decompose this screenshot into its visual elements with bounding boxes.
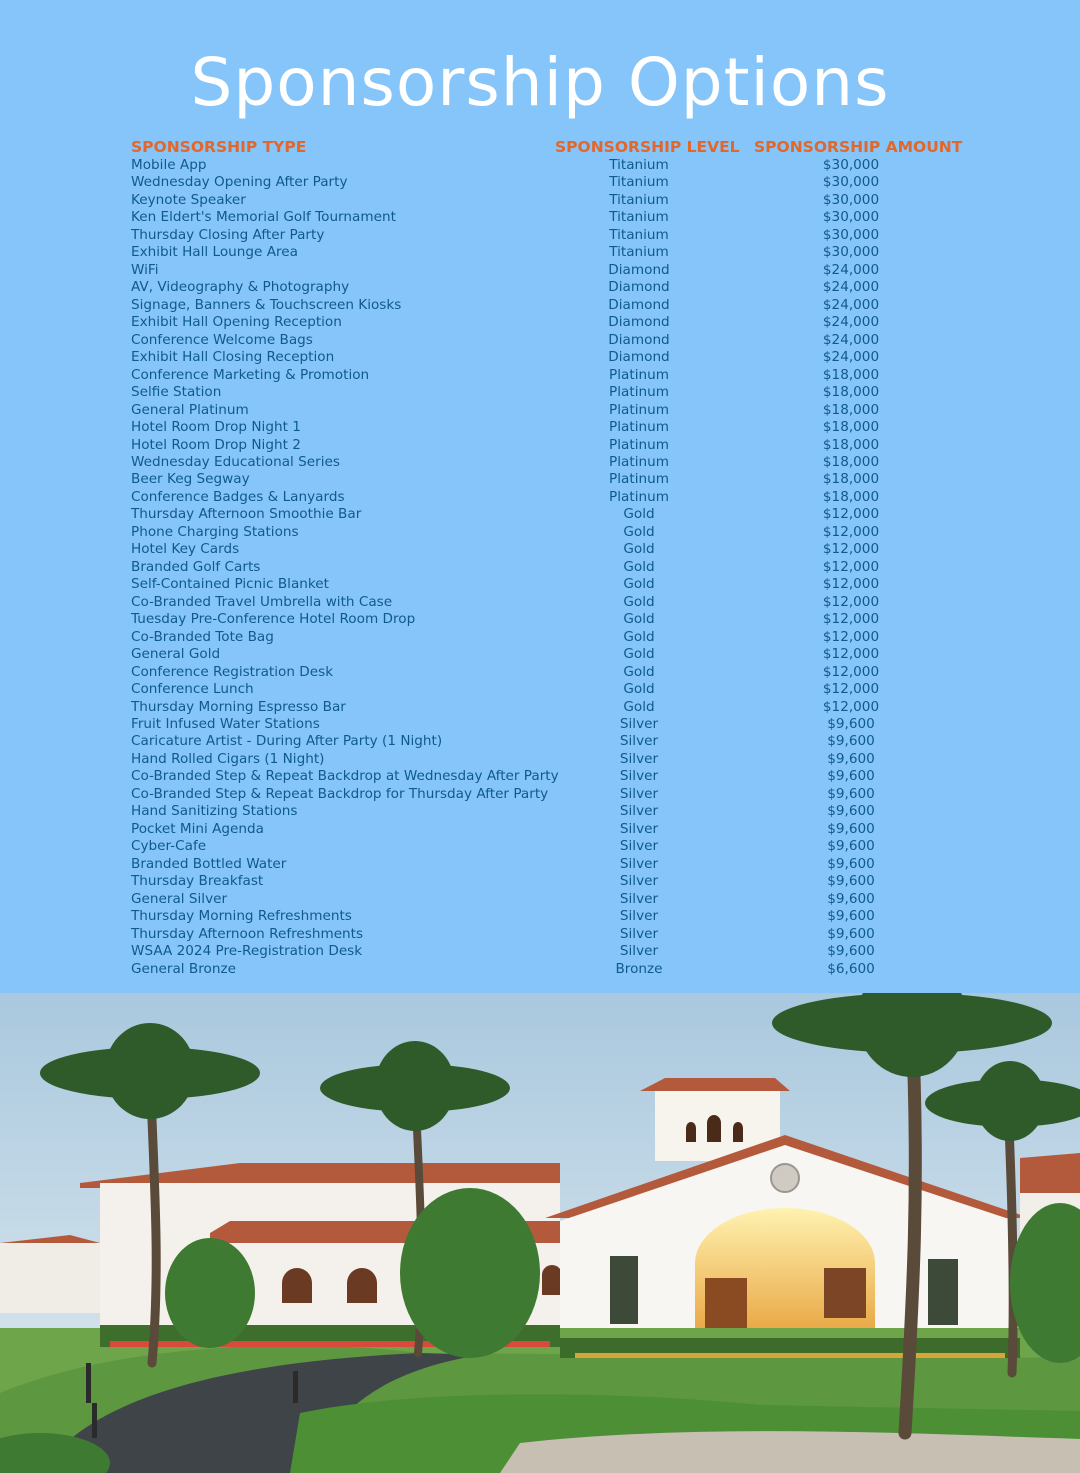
cell-amount: $24,000 [822,279,880,296]
table-row [0,699,1080,716]
cell-type: Co-Branded Step & Repeat Backdrop for Thursday After Party [131,785,549,802]
table-row [0,174,1080,191]
cell-amount: $24,000 [822,349,880,366]
cell-type: Phone Charging Stations [131,523,299,540]
cell-level: Silver [619,716,659,732]
cell-amount: $12,000 [822,593,880,610]
cell-type: Hand Sanitizing Stations [131,803,298,820]
cell-amount: $12,000 [822,541,880,558]
cell-amount: $12,000 [822,663,880,680]
cell-type: Wednesday Educational Series [131,453,340,470]
column-header-level: SPONSORSHIP LEVEL [555,138,740,156]
table-row [0,786,1080,803]
cell-level: Silver [619,785,659,802]
table-body [0,157,1080,978]
cell-amount: $12,000 [822,698,880,715]
cell-amount: $9,600 [827,943,875,960]
cell-level: Gold [623,558,655,575]
cell-amount: $9,600 [827,750,875,767]
table-row [0,733,1080,750]
cell-amount: $30,000 [822,157,880,173]
cell-type: Hotel Room Drop Night 2 [131,436,301,453]
table-row [0,227,1080,244]
cell-amount: $24,000 [822,314,880,331]
cell-amount: $9,600 [827,908,875,925]
cell-level: Diamond [608,296,670,313]
table-row [0,157,1080,174]
cell-amount: $18,000 [822,436,880,453]
cell-level: Platinum [609,419,669,436]
resort-photo [0,993,1080,1473]
cell-amount: $12,000 [822,558,880,575]
column-header-type: SPONSORSHIP TYPE [131,138,307,156]
cell-type: Ken Eldert's Memorial Golf Tournament [131,209,396,226]
cell-type: WSAA 2024 Pre-Registration Desk [131,943,363,960]
table-row [0,821,1080,838]
cell-type: Tuesday Pre-Conference Hotel Room Drop [131,611,416,628]
table-row [0,454,1080,471]
cell-type: Caricature Artist - During After Party (1 Night) [131,733,443,750]
cell-level: Platinum [609,366,669,383]
cell-type: Fruit Infused Water Stations [131,716,320,732]
cell-amount: $30,000 [822,191,880,208]
table-row [0,629,1080,646]
table-row [0,768,1080,785]
cell-amount: $30,000 [822,244,880,261]
cell-level: Silver [619,750,659,767]
cell-level: Silver [619,803,659,820]
table-row [0,611,1080,628]
cell-amount: $12,000 [822,646,880,663]
cell-level: Platinum [609,436,669,453]
table-row [0,279,1080,296]
cell-amount: $9,600 [827,820,875,837]
table-row [0,716,1080,733]
cell-type: Thursday Morning Espresso Bar [131,698,346,715]
table-row [0,349,1080,366]
cell-type: Conference Welcome Bags [131,331,313,348]
table-row [0,244,1080,261]
table-row [0,594,1080,611]
table-row [0,646,1080,663]
table-row [0,506,1080,523]
table-row [0,192,1080,209]
cell-level: Titanium [609,157,669,173]
cell-level: Gold [623,576,655,593]
cell-type: Exhibit Hall Lounge Area [131,244,298,261]
cell-level: Gold [623,506,655,523]
cell-amount: $24,000 [822,261,880,278]
cell-type: General Silver [131,890,228,907]
cell-amount: $9,600 [827,838,875,855]
cell-type: Self-Contained Picnic Blanket [131,576,329,593]
cell-type: Thursday Closing After Party [131,226,325,243]
cell-type: Beer Keg Segway [131,471,250,488]
cell-amount: $24,000 [822,331,880,348]
cell-level: Gold [623,541,655,558]
table-row [0,541,1080,558]
table-row [0,297,1080,314]
cell-amount: $9,600 [827,925,875,942]
cell-amount: $18,000 [822,401,880,418]
cell-amount: $24,000 [822,296,880,313]
resort-building-illustration [0,993,1080,1473]
cell-level: Silver [619,908,659,925]
cell-level: Diamond [608,349,670,366]
cell-level: Bronze [615,960,663,977]
cell-type: AV, Videography & Photography [131,279,350,296]
table-row [0,437,1080,454]
cell-amount: $12,000 [822,628,880,645]
cell-level: Gold [623,611,655,628]
cell-level: Platinum [609,471,669,488]
cell-level: Platinum [609,384,669,401]
table-row [0,664,1080,681]
cell-level: Gold [623,593,655,610]
cell-amount: $12,000 [822,611,880,628]
cell-type: Pocket Mini Agenda [131,820,264,837]
cell-amount: $9,600 [827,768,875,785]
cell-level: Platinum [609,488,669,505]
cell-type: Signage, Banners & Touchscreen Kiosks [131,296,402,313]
table-row [0,314,1080,331]
cell-level: Diamond [608,279,670,296]
cell-level: Silver [619,855,659,872]
cell-amount: $9,600 [827,890,875,907]
cell-type: Branded Bottled Water [131,855,287,872]
cell-type: Cyber-Cafe [131,838,207,855]
cell-amount: $9,600 [827,716,875,732]
cell-level: Silver [619,925,659,942]
table-row [0,524,1080,541]
cell-level: Silver [619,768,659,785]
cell-level: Titanium [609,191,669,208]
cell-amount: $9,600 [827,873,875,890]
cell-level: Titanium [609,226,669,243]
cell-type: Hotel Key Cards [131,541,240,558]
cell-amount: $30,000 [822,226,880,243]
cell-type: Exhibit Hall Opening Reception [131,314,342,331]
table-row [0,838,1080,855]
cell-type: Co-Branded Step & Repeat Backdrop at Wednesday After Party [131,768,559,785]
table-row [0,471,1080,488]
cell-amount: $9,600 [827,785,875,802]
cell-amount: $18,000 [822,471,880,488]
cell-level: Silver [619,890,659,907]
cell-type: Branded Golf Carts [131,558,261,575]
cell-level: Silver [619,820,659,837]
cell-type: Exhibit Hall Closing Reception [131,349,335,366]
cell-level: Silver [619,733,659,750]
cell-level: Diamond [608,314,670,331]
cell-type: Hotel Room Drop Night 1 [131,419,301,436]
cell-level: Titanium [609,244,669,261]
cell-type: Conference Lunch [131,681,254,698]
table-row [0,384,1080,401]
cell-amount: $12,000 [822,681,880,698]
cell-level: Gold [623,663,655,680]
table-row [0,856,1080,873]
cell-amount: $9,600 [827,855,875,872]
table-row [0,367,1080,384]
cell-type: Mobile App [131,157,207,173]
cell-type: Thursday Breakfast [131,873,264,890]
cell-amount: $6,600 [827,960,875,977]
cell-type: Thursday Afternoon Refreshments [131,925,364,942]
cell-amount: $30,000 [822,174,880,191]
cell-amount: $18,000 [822,419,880,436]
page-title: Sponsorship Options [190,44,890,121]
cell-level: Silver [619,838,659,855]
cell-level: Gold [623,646,655,663]
table-row [0,803,1080,820]
cell-level: Silver [619,873,659,890]
cell-amount: $18,000 [822,488,880,505]
table-row [0,908,1080,925]
table-row [0,873,1080,890]
cell-level: Titanium [609,174,669,191]
cell-level: Platinum [609,401,669,418]
table-row [0,559,1080,576]
table-row [0,891,1080,908]
cell-type: Thursday Morning Refreshments [131,908,352,925]
table-row [0,419,1080,436]
cell-level: Diamond [608,261,670,278]
cell-type: Keynote Speaker [131,191,246,208]
table-row [0,961,1080,978]
cell-type: Wednesday Opening After Party [131,174,348,191]
cell-level: Silver [619,943,659,960]
cell-type: Hand Rolled Cigars (1 Night) [131,750,325,767]
cell-amount: $12,000 [822,576,880,593]
table-row [0,576,1080,593]
cell-level: Platinum [609,453,669,470]
cell-level: Gold [623,681,655,698]
cell-amount: $18,000 [822,366,880,383]
cell-type: Co-Branded Travel Umbrella with Case [131,593,393,610]
cell-level: Titanium [609,209,669,226]
cell-level: Gold [623,523,655,540]
cell-amount: $9,600 [827,733,875,750]
cell-type: General Gold [131,646,221,663]
cell-level: Gold [623,628,655,645]
cell-amount: $18,000 [822,453,880,470]
cell-type: Conference Marketing & Promotion [131,366,370,383]
column-header-amount: SPONSORSHIP AMOUNT [754,138,963,156]
cell-type: General Bronze [131,960,236,977]
cell-type: General Platinum [131,401,249,418]
cell-type: Thursday Afternoon Smoothie Bar [131,506,362,523]
table-row [0,681,1080,698]
cell-type: Conference Registration Desk [131,663,334,680]
cell-amount: $12,000 [822,506,880,523]
cell-level: Gold [623,698,655,715]
cell-amount: $18,000 [822,384,880,401]
table-row [0,926,1080,943]
table-row [0,262,1080,279]
table-row [0,402,1080,419]
table-row [0,332,1080,349]
cell-type: Conference Badges & Lanyards [131,488,345,505]
cell-amount: $12,000 [822,523,880,540]
cell-type: Co-Branded Tote Bag [131,628,274,645]
cell-amount: $9,600 [827,803,875,820]
table-row [0,943,1080,960]
table-row [0,209,1080,226]
cell-amount: $30,000 [822,209,880,226]
cell-level: Diamond [608,331,670,348]
table-row [0,751,1080,768]
cell-type: WiFi [131,261,159,278]
cell-type: Selfie Station [131,384,222,401]
table-row [0,489,1080,506]
